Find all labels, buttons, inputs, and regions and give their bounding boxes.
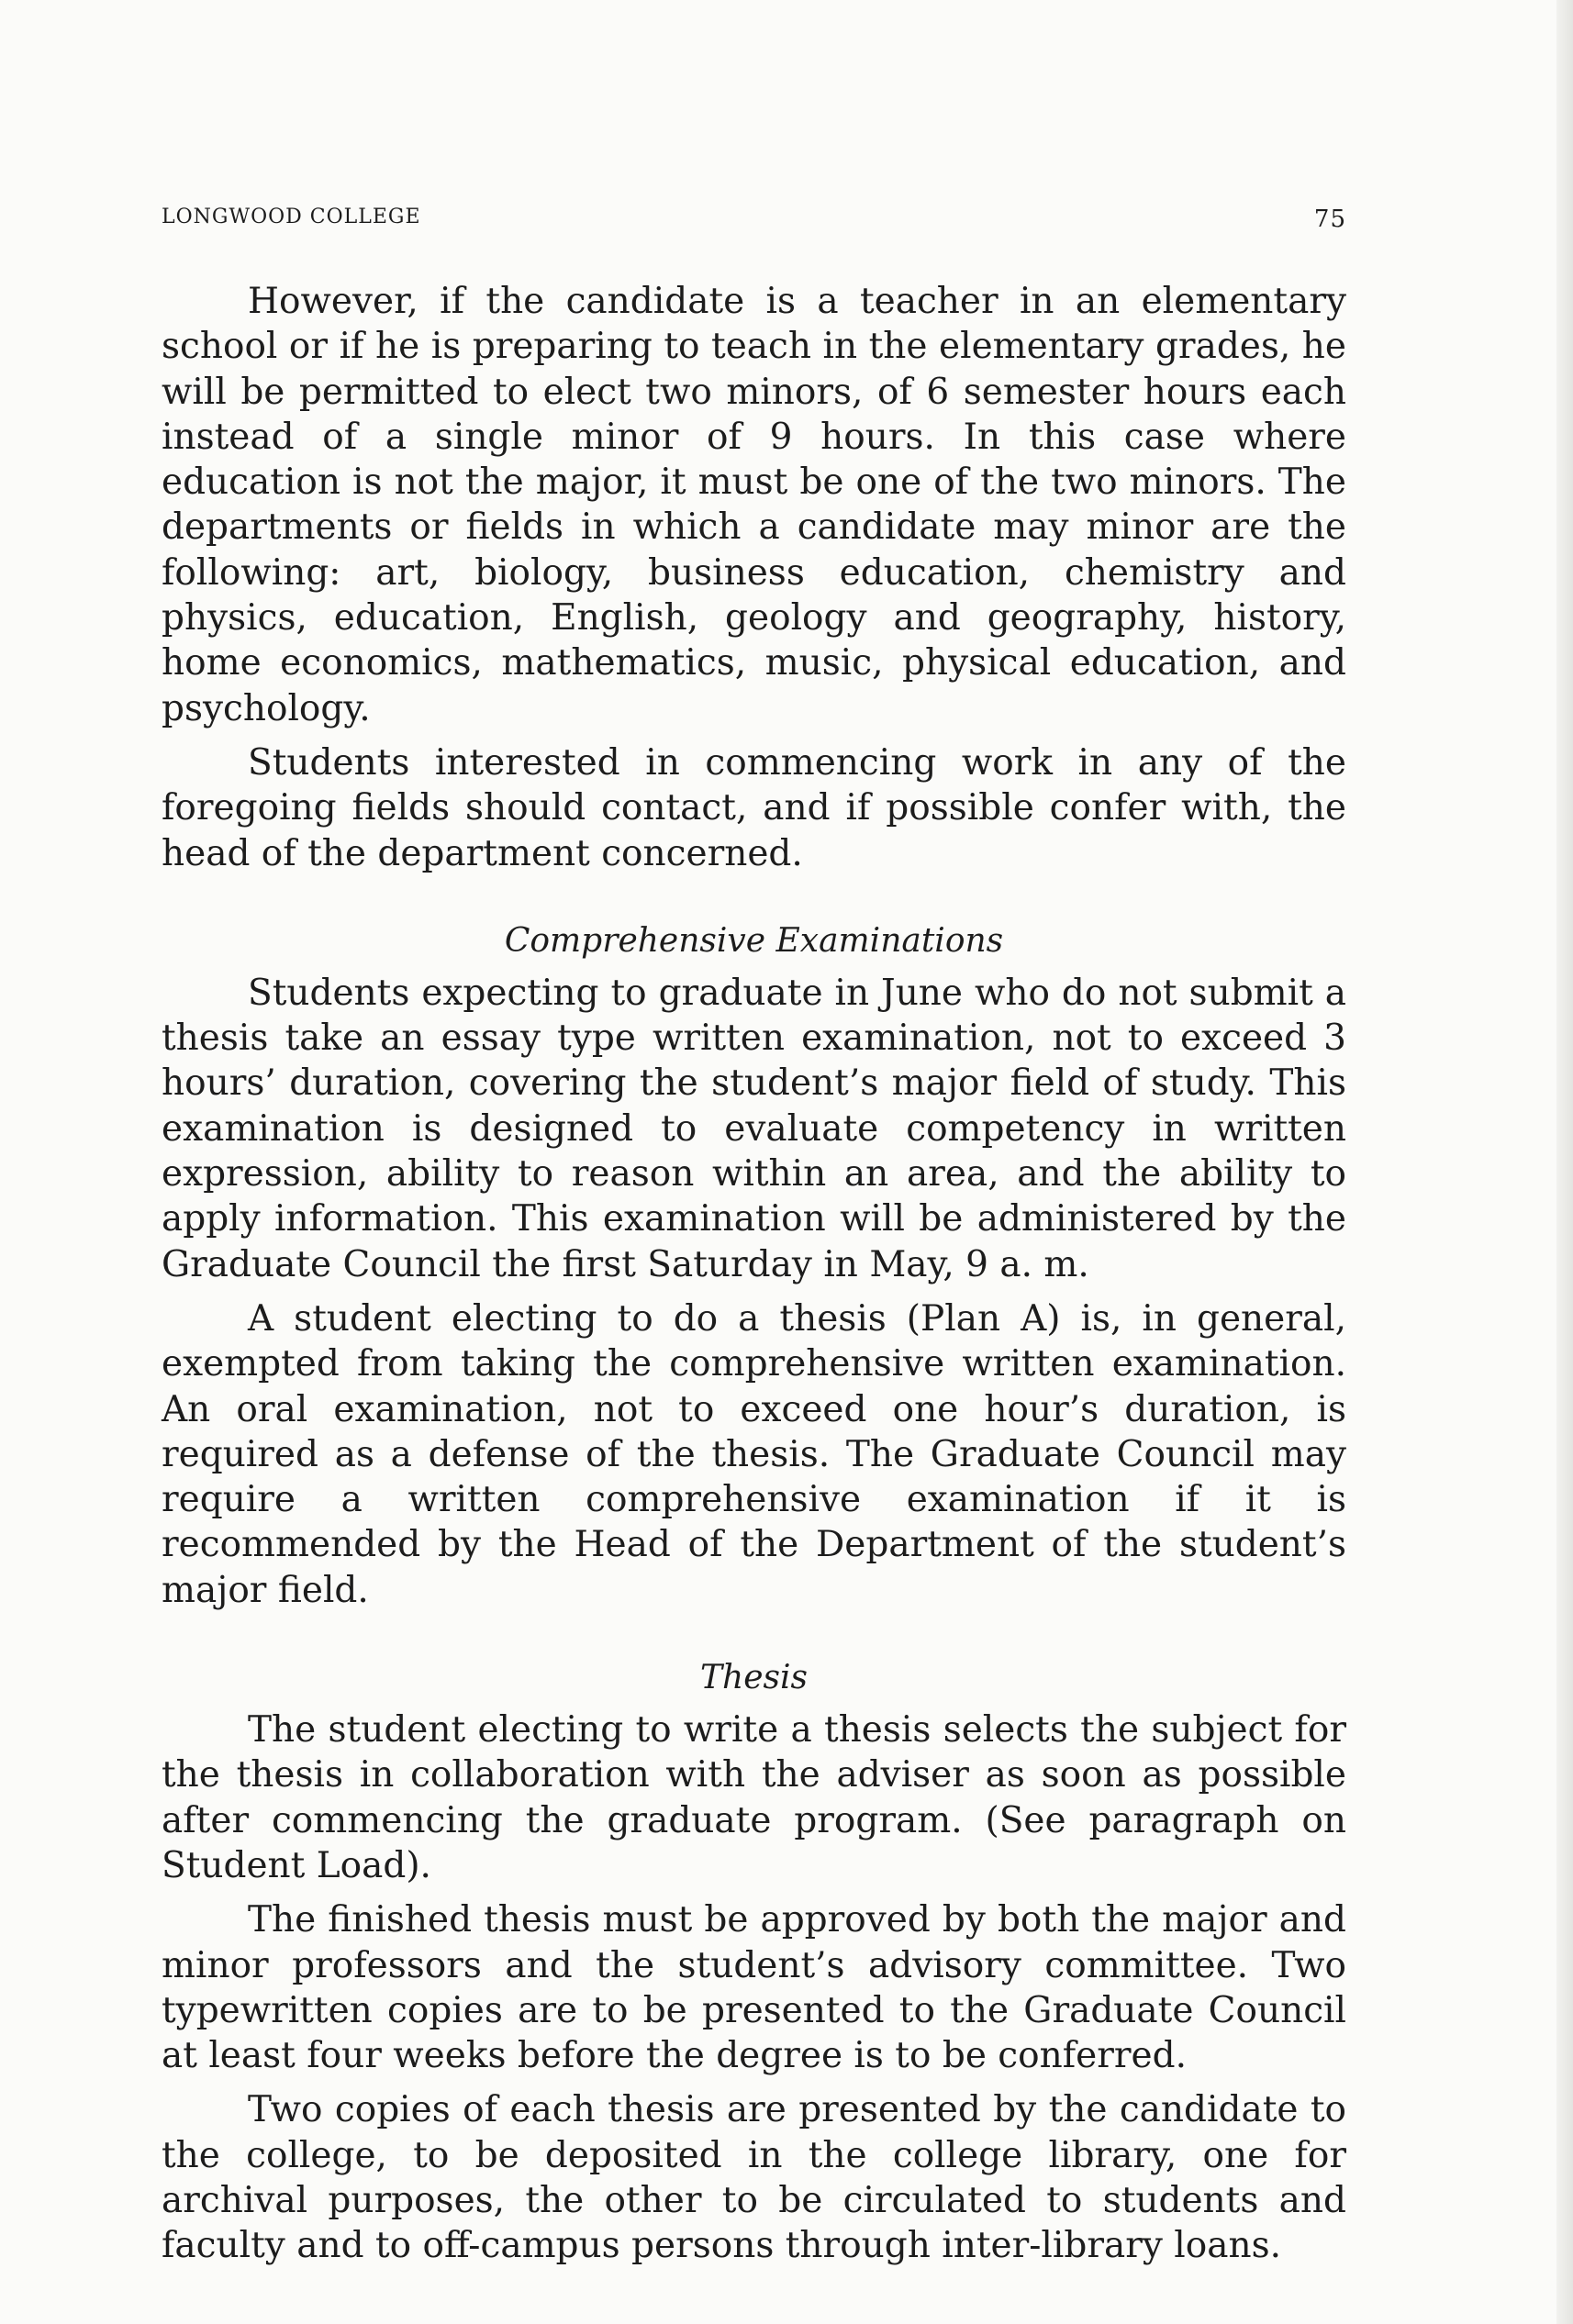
paragraph-thesis-approval: The finished thesis must be approved by both the major and minor professors and the student’s advisory committee. Two typewritten copies are to be presented to the Graduate Council at least four weeks before the degree is to be conferred. (162, 1899, 1346, 2077)
paragraph-thesis-subject: The student electing to write a thesis selects the subject for the thesis in collaboration with the adviser as soon as possible after commencing the graduate program. (See paragraph on Student Load). (162, 1709, 1346, 1886)
paragraph-minors: However, if the candidate is a teacher in an elementary school or if he is preparing to teach in the elementary grades, he will be permitted to elect two minors, of 6 semester hours each instead of a single minor of 9 hours. In this case where education is not the major, it must be one of the two minors. The departments or fields in which a candidate may minor are the following: art, biology, business education, chemistry and physics, education, English, geology and geography, history, home economics, mathematics, music, physical education, and psychology. (162, 281, 1346, 729)
running-title: LONGWOOD COLLEGE (162, 206, 421, 228)
heading-comprehensive-examinations: Comprehensive Examinations (504, 921, 1004, 960)
paragraph-thesis-copies: Two copies of each thesis are presented by the candidate to the college, to be deposited in the college library, one for archival purposes, the other to be circulated to students and faculty and to off-campus persons through inter-library loans. (162, 2089, 1346, 2267)
heading-thesis: Thesis (700, 1659, 808, 1697)
page-edge-shadow (1556, 0, 1573, 2324)
page-body (162, 279, 1346, 2269)
running-header (162, 206, 1346, 242)
paragraph-written-examination: Students expecting to graduate in June who do not submit a thesis take an essay type written examination, not to exceed 3 hours’ duration, covering the student’s major field of study. This examination is designed to evaluate competency in written expression, ability to reason within an area, and the ability to apply information. This examination will be administered by the Graduate Council the first Saturday in May, 9 a. m. (162, 972, 1346, 1285)
page-number: 75 (1313, 206, 1346, 233)
paragraph-plan-a: A student electing to do a thesis (Plan A) is, in general, exempted from taking the comprehensive written examination. An oral examination, not to exceed one hour’s duration, is required as a defense of the thesis. The Graduate Council may require a written comprehensive examination if it is recommended by the Head of the Department of the student’s major field. (162, 1297, 1346, 1611)
paragraph-contact-head: Students interested in commencing work in any of the foregoing fields should contact, and if possible confer with, the head of the department concerned. (162, 741, 1346, 874)
